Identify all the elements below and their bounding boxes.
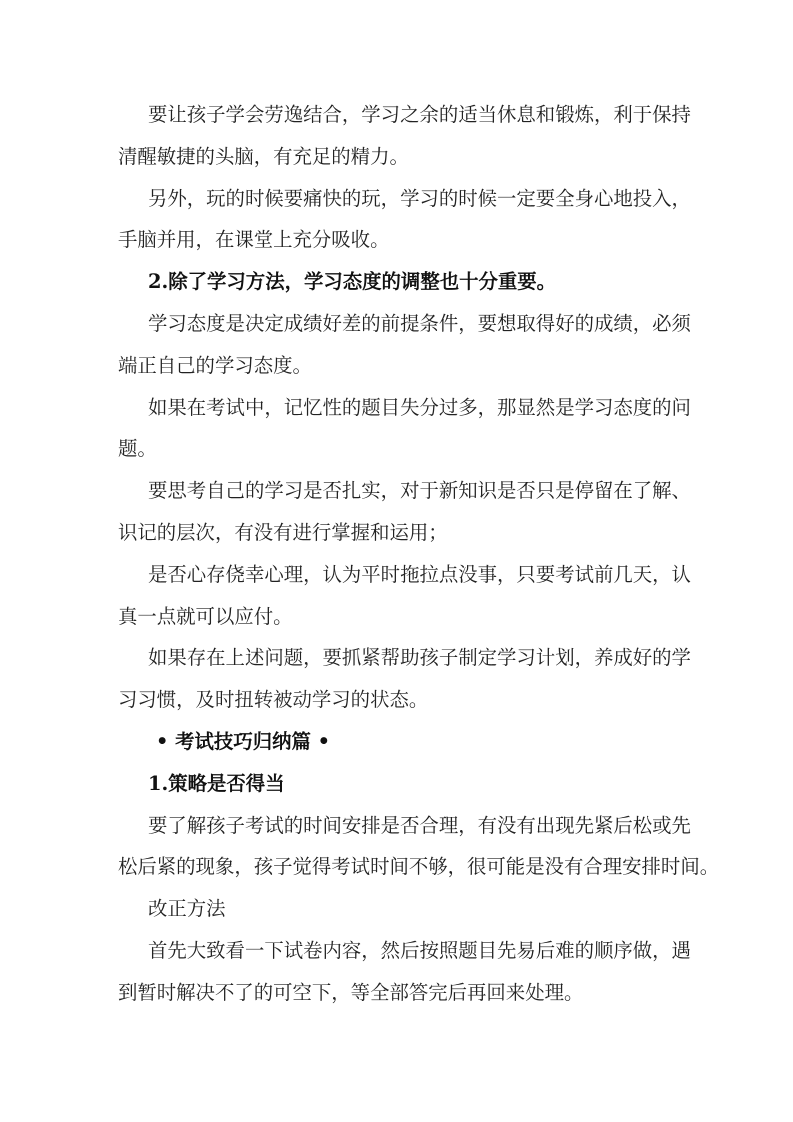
document-body — [118, 94, 720, 1014]
text-line: 习习惯，及时扭转被动学习的状态。 — [118, 688, 429, 712]
text-line: 首先大致看一下试卷内容，然后按照题目先易后难的顺序做，遇 — [148, 938, 691, 962]
text-line: 学习态度是决定成绩好差的前提条件，要想取得好的成绩，必须 — [148, 311, 691, 335]
text-line: 松后紧的现象，孩子觉得考试时间不够，很可能是没有合理安排时间。 — [118, 855, 720, 879]
section-heading — [118, 721, 688, 763]
text-line: 要让孩子学会劳逸结合，学习之余的适当休息和锻炼，利于保持 — [148, 103, 691, 126]
paragraph — [118, 637, 691, 721]
text-line: 要思考自己的学习是否扎实，对于新知识是否只是停留在了解、 — [148, 479, 691, 503]
text-line: 手脑并用，在课堂上充分吸收。 — [118, 228, 390, 252]
text-line: • 考试技巧归纳篇 • — [156, 729, 331, 753]
paragraph — [118, 930, 691, 1014]
paragraph — [118, 554, 691, 638]
subheading — [118, 763, 688, 805]
paragraph — [118, 303, 691, 387]
text-line: 要了解孩子考试的时间安排是否合理，有没有出现先紧后松或先 — [148, 813, 691, 837]
paragraph — [118, 888, 688, 930]
paragraph — [118, 178, 691, 262]
text-line: 到暂时解决不了的可空下，等全部答完后再回来处理。 — [118, 980, 584, 1004]
subheading — [118, 261, 688, 303]
text-line: 识记的层次，有没有进行掌握和运用； — [118, 520, 448, 544]
paragraph — [118, 805, 720, 889]
text-line: 改正方法 — [148, 897, 226, 921]
text-line: 如果在考试中，记忆性的题目失分过多，那显然是学习态度的问 — [148, 395, 691, 419]
paragraph — [118, 470, 691, 554]
text-line: 端正自己的学习态度。 — [118, 353, 312, 377]
text-line: 2.除了学习方法，学习态度的调整也十分重要。 — [148, 270, 557, 294]
text-line: 是否心存侥幸心理，认为平时拖拉点没事，只要考试前几天，认 — [148, 562, 691, 586]
text-line: 真一点就可以应付。 — [118, 604, 293, 628]
paragraph — [118, 94, 691, 178]
text-line: 题。 — [118, 437, 157, 461]
text-line: 1.策略是否得当 — [148, 771, 285, 795]
text-line: 另外，玩的时候要痛快的玩，学习的时候一定要全身心地投入， — [148, 186, 691, 210]
text-line: 如果存在上述问题，要抓紧帮助孩子制定学习计划，养成好的学 — [148, 646, 691, 670]
paragraph — [118, 387, 691, 471]
text-line: 清醒敏捷的头脑，有充足的精力。 — [118, 144, 409, 168]
